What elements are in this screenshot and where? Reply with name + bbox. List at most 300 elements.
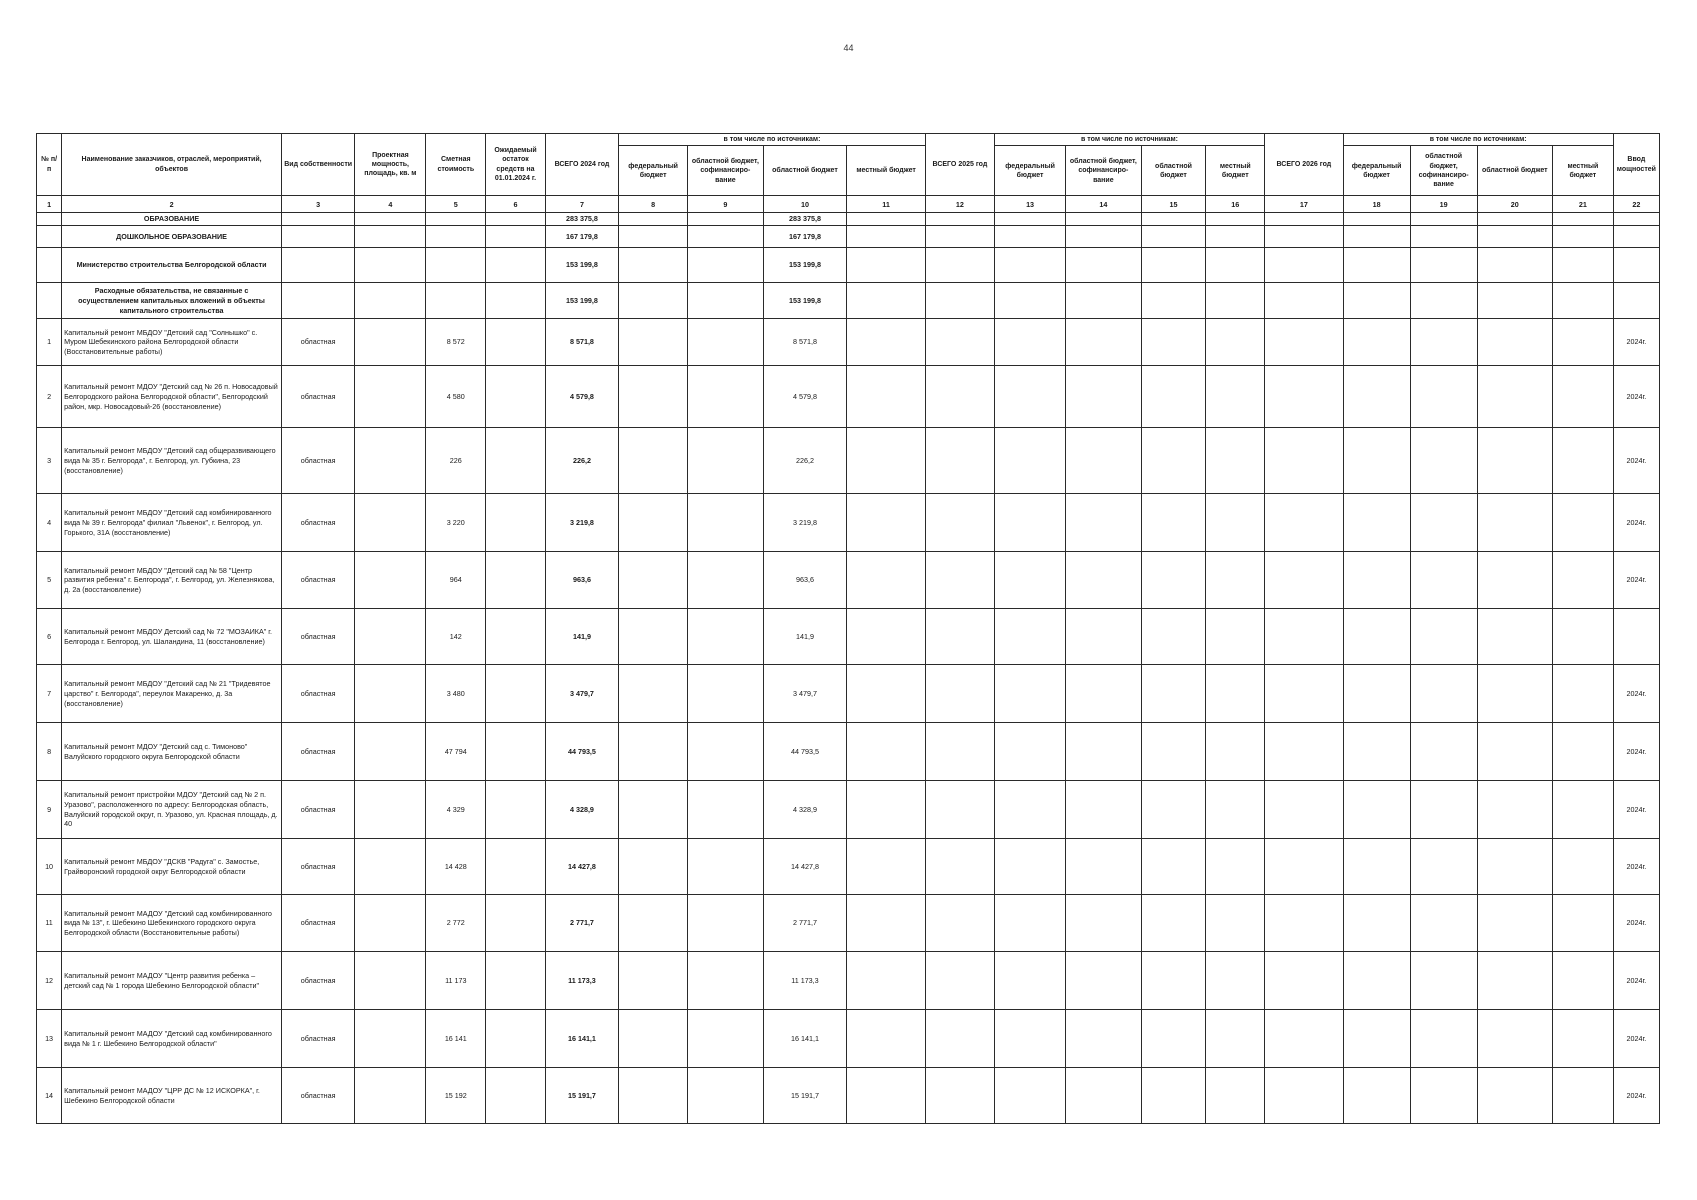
table-cell — [847, 213, 926, 226]
capacity-cell — [355, 428, 426, 494]
table-cell — [1206, 552, 1265, 609]
table-cell — [1553, 248, 1614, 283]
table-cell — [1206, 319, 1265, 366]
table-cell — [1477, 366, 1552, 428]
ownership-type: областная — [282, 552, 355, 609]
column-number-row — [37, 196, 1660, 213]
section-total-2024: 283 375,8 — [545, 213, 618, 226]
column-number: 13 — [994, 196, 1065, 213]
section-name: Расходные обязательства, не связанные с осуществлением капитальных вложений в объекты капитального строительства — [62, 283, 282, 319]
total-2024: 11 173,3 — [545, 952, 618, 1010]
table-cell — [1410, 895, 1477, 952]
column-number: 6 — [486, 196, 546, 213]
estimated-cost: 14 428 — [426, 839, 486, 895]
cofin-2024 — [688, 665, 763, 723]
table-row — [37, 723, 1660, 781]
total-2024: 14 427,8 — [545, 839, 618, 895]
table-cell — [994, 952, 1065, 1010]
table-cell — [486, 248, 546, 283]
table-cell — [1343, 213, 1410, 226]
ownership-type: областная — [282, 494, 355, 552]
section-name: ДОШКОЛЬНОЕ ОБРАЗОВАНИЕ — [62, 226, 282, 248]
federal-2024 — [619, 781, 688, 839]
table-cell — [994, 781, 1065, 839]
header-ownership: Вид собственности — [282, 134, 355, 196]
table-cell — [688, 248, 763, 283]
table-cell — [1265, 665, 1344, 723]
table-cell — [1477, 839, 1552, 895]
header-total-2026: ВСЕГО 2026 год — [1265, 134, 1344, 196]
header-local-2025: местный бюджет — [1206, 146, 1265, 196]
table-cell — [1343, 781, 1410, 839]
table-cell — [1265, 283, 1344, 319]
row-number: 12 — [37, 952, 62, 1010]
total-2024: 963,6 — [545, 552, 618, 609]
row-number: 3 — [37, 428, 62, 494]
table-cell — [1553, 226, 1614, 248]
column-number: 20 — [1477, 196, 1552, 213]
table-cell — [925, 1068, 994, 1124]
oblast-2024: 3 219,8 — [763, 494, 847, 552]
header-total-2024: ВСЕГО 2024 год — [545, 134, 618, 196]
table-cell — [1553, 494, 1614, 552]
table-cell — [1477, 552, 1552, 609]
estimated-cost: 4 580 — [426, 366, 486, 428]
table-cell — [1141, 1068, 1206, 1124]
table-cell — [847, 226, 926, 248]
table-cell — [426, 248, 486, 283]
header-no: № п/п — [37, 134, 62, 196]
table-cell — [1265, 723, 1344, 781]
table-cell — [925, 665, 994, 723]
section-total-2024: 153 199,8 — [545, 248, 618, 283]
column-number: 5 — [426, 196, 486, 213]
section-row — [37, 248, 1660, 283]
table-cell — [1343, 552, 1410, 609]
table-cell — [1206, 609, 1265, 665]
table-cell — [1141, 609, 1206, 665]
row-number: 6 — [37, 609, 62, 665]
capacity-cell — [355, 895, 426, 952]
table-cell — [994, 723, 1065, 781]
table-cell — [486, 226, 546, 248]
balance-cell — [486, 723, 546, 781]
object-name: Капитальный ремонт МАДОУ "Детский сад комбинированного вида № 1 г. Шебекино Белгородской области" — [62, 1010, 282, 1068]
table-cell — [282, 226, 355, 248]
table-cell — [1066, 213, 1141, 226]
table-cell — [925, 1010, 994, 1068]
table-cell — [282, 283, 355, 319]
capacity-cell — [355, 781, 426, 839]
column-number: 12 — [925, 196, 994, 213]
header-balance: Ожидаемый остаток средств на 01.01.2024 г. — [486, 134, 546, 196]
section-row — [37, 283, 1660, 319]
table-cell — [619, 248, 688, 283]
table-cell — [1141, 248, 1206, 283]
table-cell — [1553, 895, 1614, 952]
section-total-2024: 153 199,8 — [545, 283, 618, 319]
table-cell — [925, 366, 994, 428]
table-cell — [994, 1068, 1065, 1124]
table-cell — [1410, 552, 1477, 609]
table-cell — [847, 494, 926, 552]
table-cell — [925, 781, 994, 839]
table-cell — [1343, 665, 1410, 723]
cofin-2024 — [688, 552, 763, 609]
table-cell — [1477, 226, 1552, 248]
object-name: Капитальный ремонт МАДОУ "ЦРР ДС № 12 ИСКОРКА", г. Шебекино Белгородской области — [62, 1068, 282, 1124]
row-number: 2 — [37, 366, 62, 428]
table-cell — [1141, 428, 1206, 494]
table-cell — [925, 839, 994, 895]
table-cell — [1410, 723, 1477, 781]
table-cell — [1141, 552, 1206, 609]
section-total-2024: 167 179,8 — [545, 226, 618, 248]
balance-cell — [486, 366, 546, 428]
object-name: Капитальный ремонт МАДОУ "Детский сад комбинированного вида № 13", г. Шебекино Шебекинского городского округа Белгородской области (Восстановительные работы) — [62, 895, 282, 952]
ownership-type: областная — [282, 839, 355, 895]
table-cell — [1265, 319, 1344, 366]
section-name: ОБРАЗОВАНИЕ — [62, 213, 282, 226]
commission-year — [1613, 609, 1659, 665]
table-cell — [486, 283, 546, 319]
table-cell — [1141, 952, 1206, 1010]
table-cell — [1343, 1010, 1410, 1068]
table-cell — [847, 952, 926, 1010]
table-cell — [994, 248, 1065, 283]
federal-2024 — [619, 494, 688, 552]
table-cell — [1343, 723, 1410, 781]
table-cell — [925, 213, 994, 226]
table-cell — [1141, 366, 1206, 428]
table-cell — [847, 248, 926, 283]
header-name: Наименование заказчиков, отраслей, мероприятий, объектов — [62, 134, 282, 196]
capacity-cell — [355, 952, 426, 1010]
commission-year: 2024г. — [1613, 723, 1659, 781]
table-cell — [1343, 428, 1410, 494]
table-cell — [847, 1068, 926, 1124]
section-row — [37, 213, 1660, 226]
table-cell — [994, 213, 1065, 226]
table-row — [37, 839, 1660, 895]
table-cell — [1066, 366, 1141, 428]
commission-year: 2024г. — [1613, 839, 1659, 895]
balance-cell — [486, 1068, 546, 1124]
table-cell — [1265, 248, 1344, 283]
object-name: Капитальный ремонт МДОУ "Детский сад с. Тимоново" Валуйского городского округа Белгородской области — [62, 723, 282, 781]
ownership-type: областная — [282, 895, 355, 952]
page-number: 44 — [843, 43, 854, 53]
table-cell — [1265, 494, 1344, 552]
table-cell — [355, 283, 426, 319]
table-cell — [847, 895, 926, 952]
table-cell — [1477, 428, 1552, 494]
total-2024: 141,9 — [545, 609, 618, 665]
federal-2024 — [619, 552, 688, 609]
table-cell — [1206, 723, 1265, 781]
table-cell — [1066, 226, 1141, 248]
total-2024: 2 771,7 — [545, 895, 618, 952]
table-row — [37, 1068, 1660, 1124]
total-2024: 3 479,7 — [545, 665, 618, 723]
header-oblast-2025: областной бюджет — [1141, 146, 1206, 196]
table-cell — [1141, 839, 1206, 895]
header-federal-2024: федеральный бюджет — [619, 146, 688, 196]
commission-year: 2024г. — [1613, 952, 1659, 1010]
table-cell — [1265, 428, 1344, 494]
oblast-2024: 16 141,1 — [763, 1010, 847, 1068]
table-cell — [1477, 609, 1552, 665]
federal-2024 — [619, 319, 688, 366]
capacity-cell — [355, 609, 426, 665]
table-cell — [1553, 723, 1614, 781]
oblast-2024: 14 427,8 — [763, 839, 847, 895]
section-oblast-2024: 167 179,8 — [763, 226, 847, 248]
table-row — [37, 952, 1660, 1010]
oblast-2024: 963,6 — [763, 552, 847, 609]
table-row — [37, 494, 1660, 552]
table-cell — [1477, 781, 1552, 839]
table-cell — [925, 609, 994, 665]
header-commission: Ввод мощностей — [1613, 134, 1659, 196]
column-number: 7 — [545, 196, 618, 213]
table-cell — [1141, 494, 1206, 552]
table-cell — [619, 213, 688, 226]
cofin-2024 — [688, 839, 763, 895]
capacity-cell — [355, 319, 426, 366]
cofin-2024 — [688, 1068, 763, 1124]
oblast-2024: 226,2 — [763, 428, 847, 494]
table-cell — [1265, 609, 1344, 665]
table-cell — [1066, 895, 1141, 952]
oblast-2024: 4 328,9 — [763, 781, 847, 839]
table-cell — [847, 665, 926, 723]
table-cell — [1477, 1068, 1552, 1124]
commission-year: 2024г. — [1613, 781, 1659, 839]
table-cell — [486, 213, 546, 226]
column-number: 19 — [1410, 196, 1477, 213]
table-cell — [1265, 839, 1344, 895]
cofin-2024 — [688, 494, 763, 552]
object-name: Капитальный ремонт МБДОУ "Детский сад общеразвивающего вида № 35 г. Белгорода", г. Белгород, ул. Губкина, 23 (восстановление) — [62, 428, 282, 494]
table-cell — [1477, 895, 1552, 952]
object-name: Капитальный ремонт МБДОУ "Детский сад комбинированного вида № 39 г. Белгорода" филиал "Львенок", г. Белгород, ул. Горького, 31А (восстановление) — [62, 494, 282, 552]
balance-cell — [486, 319, 546, 366]
table-cell — [1343, 895, 1410, 952]
table-row — [37, 665, 1660, 723]
column-number: 15 — [1141, 196, 1206, 213]
table-cell — [1477, 952, 1552, 1010]
table-cell — [1613, 213, 1659, 226]
table-cell — [1477, 665, 1552, 723]
table-cell — [282, 248, 355, 283]
table-cell — [1477, 319, 1552, 366]
commission-year: 2024г. — [1613, 552, 1659, 609]
table-cell — [1410, 781, 1477, 839]
table-cell — [1343, 248, 1410, 283]
table-cell — [994, 552, 1065, 609]
table-cell — [1206, 895, 1265, 952]
ownership-type: областная — [282, 723, 355, 781]
table-cell — [1477, 723, 1552, 781]
header-cofin-2025: областной бюджет, софинансиро-вание — [1066, 146, 1141, 196]
object-name: Капитальный ремонт МБДОУ "Детский сад № 21 "Тридевятое царство" г. Белгорода", переулок Макаренко, д. 3а (восстановление) — [62, 665, 282, 723]
capacity-cell — [355, 723, 426, 781]
table-row — [37, 428, 1660, 494]
table-cell — [355, 213, 426, 226]
table-cell — [994, 428, 1065, 494]
balance-cell — [486, 839, 546, 895]
header-federal-2026: федеральный бюджет — [1343, 146, 1410, 196]
table-cell — [1265, 552, 1344, 609]
table-cell — [1553, 428, 1614, 494]
total-2024: 8 571,8 — [545, 319, 618, 366]
column-number: 1 — [37, 196, 62, 213]
budget-table-wrapper — [36, 133, 1660, 1124]
federal-2024 — [619, 723, 688, 781]
table-cell — [925, 895, 994, 952]
table-cell — [1066, 248, 1141, 283]
table-cell — [1343, 319, 1410, 366]
table-cell — [847, 781, 926, 839]
column-number: 9 — [688, 196, 763, 213]
balance-cell — [486, 665, 546, 723]
budget-table — [36, 133, 1660, 1124]
table-cell — [688, 213, 763, 226]
table-cell — [1410, 1068, 1477, 1124]
table-cell — [1066, 428, 1141, 494]
estimated-cost: 226 — [426, 428, 486, 494]
table-cell — [1206, 248, 1265, 283]
table-cell — [925, 226, 994, 248]
table-cell — [1141, 895, 1206, 952]
oblast-2024: 4 579,8 — [763, 366, 847, 428]
table-cell — [1265, 213, 1344, 226]
ownership-type: областная — [282, 665, 355, 723]
estimated-cost: 2 772 — [426, 895, 486, 952]
balance-cell — [486, 494, 546, 552]
header-local-2024: местный бюджет — [847, 146, 926, 196]
header-cofin-2024: областной бюджет, софинансиро-вание — [688, 146, 763, 196]
row-number: 5 — [37, 552, 62, 609]
table-cell — [1343, 609, 1410, 665]
federal-2024 — [619, 609, 688, 665]
object-name: Капитальный ремонт МБДОУ "ДСКВ "Радуга" с. Замостье, Грайворонский городской округ Белгородской области — [62, 839, 282, 895]
table-row — [37, 366, 1660, 428]
table-cell — [847, 1010, 926, 1068]
table-cell — [925, 248, 994, 283]
table-cell — [1206, 283, 1265, 319]
object-name: Капитальный ремонт МБДОУ "Детский сад № 58 "Центр развития ребенка" г. Белгорода", г. Белгород, ул. Железнякова, д. 2а (восстановление) — [62, 552, 282, 609]
table-cell — [1410, 366, 1477, 428]
object-name: Капитальный ремонт МАДОУ "Центр развития ребенка – детский сад № 1 города Шебекино Белгородской области" — [62, 952, 282, 1010]
ownership-type: областная — [282, 428, 355, 494]
table-cell — [1265, 895, 1344, 952]
table-cell — [994, 839, 1065, 895]
object-name: Капитальный ремонт МБДОУ Детский сад № 72 "МОЗАИКА" г. Белгорода г. Белгород, ул. Шаландина, 11 (восстановление) — [62, 609, 282, 665]
table-cell — [1206, 428, 1265, 494]
table-cell — [1206, 494, 1265, 552]
oblast-2024: 15 191,7 — [763, 1068, 847, 1124]
table-cell — [1553, 1068, 1614, 1124]
row-number: 10 — [37, 839, 62, 895]
table-cell — [1410, 428, 1477, 494]
table-cell — [37, 213, 62, 226]
ownership-type: областная — [282, 781, 355, 839]
table-cell — [1613, 283, 1659, 319]
table-cell — [847, 366, 926, 428]
capacity-cell — [355, 494, 426, 552]
column-number: 2 — [62, 196, 282, 213]
capacity-cell — [355, 1068, 426, 1124]
federal-2024 — [619, 665, 688, 723]
table-cell — [355, 248, 426, 283]
table-cell — [619, 226, 688, 248]
balance-cell — [486, 552, 546, 609]
cofin-2024 — [688, 366, 763, 428]
row-number: 7 — [37, 665, 62, 723]
ownership-type: областная — [282, 609, 355, 665]
estimated-cost: 16 141 — [426, 1010, 486, 1068]
table-cell — [1066, 952, 1141, 1010]
table-cell — [1066, 319, 1141, 366]
table-cell — [37, 248, 62, 283]
oblast-2024: 2 771,7 — [763, 895, 847, 952]
total-2024: 15 191,7 — [545, 1068, 618, 1124]
table-cell — [426, 226, 486, 248]
table-cell — [1553, 319, 1614, 366]
row-number: 14 — [37, 1068, 62, 1124]
header-total-2025: ВСЕГО 2025 год — [925, 134, 994, 196]
table-cell — [847, 839, 926, 895]
table-cell — [1206, 1068, 1265, 1124]
table-cell — [994, 895, 1065, 952]
table-cell — [1410, 226, 1477, 248]
table-cell — [1206, 665, 1265, 723]
table-cell — [1477, 283, 1552, 319]
row-number: 13 — [37, 1010, 62, 1068]
table-cell — [1477, 248, 1552, 283]
table-cell — [1343, 366, 1410, 428]
table-row — [37, 319, 1660, 366]
oblast-2024: 3 479,7 — [763, 665, 847, 723]
object-name: Капитальный ремонт МДОУ "Детский сад № 26 п. Новосадовый Белгородского района Белгородской области", Белгородский район, мкр. Новосадовый-26 (восстановление) — [62, 366, 282, 428]
oblast-2024: 11 173,3 — [763, 952, 847, 1010]
table-cell — [1553, 952, 1614, 1010]
section-oblast-2024: 283 375,8 — [763, 213, 847, 226]
table-cell — [1141, 283, 1206, 319]
column-number: 21 — [1553, 196, 1614, 213]
table-cell — [994, 609, 1065, 665]
table-cell — [688, 226, 763, 248]
ownership-type: областная — [282, 952, 355, 1010]
table-cell — [847, 552, 926, 609]
table-cell — [1553, 213, 1614, 226]
estimated-cost: 15 192 — [426, 1068, 486, 1124]
row-number: 9 — [37, 781, 62, 839]
section-oblast-2024: 153 199,8 — [763, 283, 847, 319]
table-cell — [1343, 839, 1410, 895]
row-number: 4 — [37, 494, 62, 552]
table-cell — [1265, 781, 1344, 839]
oblast-2024: 8 571,8 — [763, 319, 847, 366]
table-cell — [1206, 781, 1265, 839]
table-cell — [1066, 1010, 1141, 1068]
column-number: 22 — [1613, 196, 1659, 213]
commission-year: 2024г. — [1613, 1068, 1659, 1124]
table-cell — [688, 283, 763, 319]
header-federal-2025: федеральный бюджет — [994, 146, 1065, 196]
